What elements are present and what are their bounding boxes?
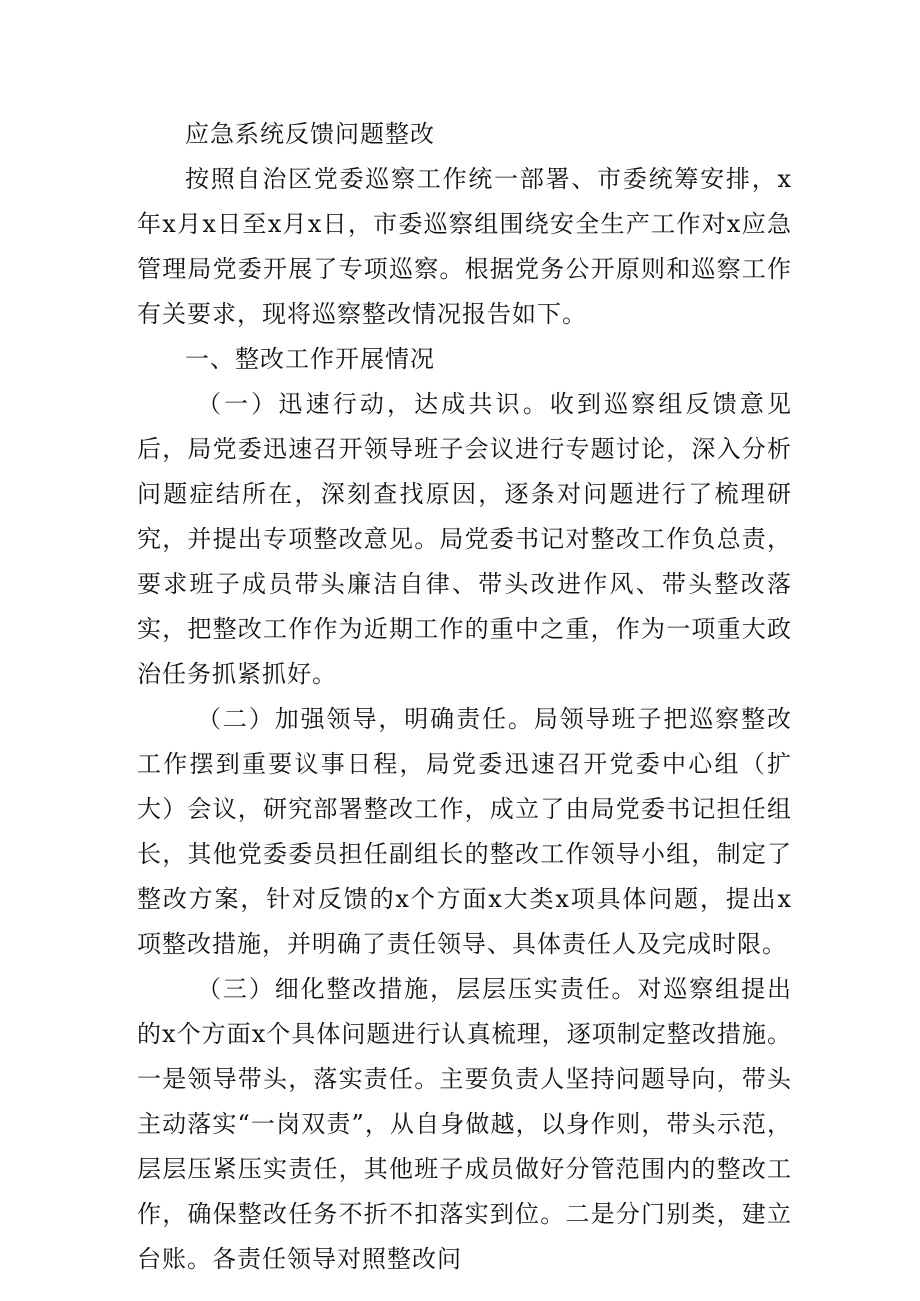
section-heading: 一、整改工作开展情况	[185, 345, 435, 373]
paragraph-1: （一）迅速行动，达成共识。收到巡察组反馈意见后，局党委迅速召开领导班子会议进行专题讨论，深入分析问题症结所在，深刻查找原因，逐条对问题进行了梳理研究，并提出专项整改意见。局党委书记对整改工作负总责，要求班子成员带头廉洁自律、带头改进作风、带头整改落实，把整改工作作为近期工作的重中之重，作为一项重大政治任务抓紧抓好。	[137, 390, 792, 688]
document-title: 应急系统反馈问题整改	[185, 120, 435, 148]
paragraph-3: （三）细化整改措施，层层压实责任。对巡察组提出的x个方面x个具体问题进行认真梳理，逐项制定整改措施。一是领导带头，落实责任。主要负责人坚持问题导向，带头主动落实“一岗双责”，从自身做越，以身作则，带头示范，层层压紧压实责任，其他班子成员做好分管范围内的整改工作，确保整改任务不折不扣落实到位。二是分门别类，建立台账。各责任领导对照整改问	[137, 975, 792, 1273]
document-body	[137, 112, 792, 1282]
intro-paragraph: 按照自治区党委巡察工作统一部署、市委统筹安排，x年x月x日至x月x日，市委巡察组围绕安全生产工作对x应急管理局党委开展了专项巡察。根据党务公开原则和巡察工作有关要求，现将巡察整改情况报告如下。	[137, 165, 792, 328]
paragraph-2: （二）加强领导，明确责任。局领导班子把巡察整改工作摆到重要议事日程，局党委迅速召开党委中心组（扩大）会议，研究部署整改工作，成立了由局党委书记担任组长，其他党委委员担任副组长的整改工作领导小组，制定了整改方案，针对反馈的x个方面x大类x项具体问题，提出x项整改措施，并明确了责任领导、具体责任人及完成时限。	[137, 705, 792, 958]
